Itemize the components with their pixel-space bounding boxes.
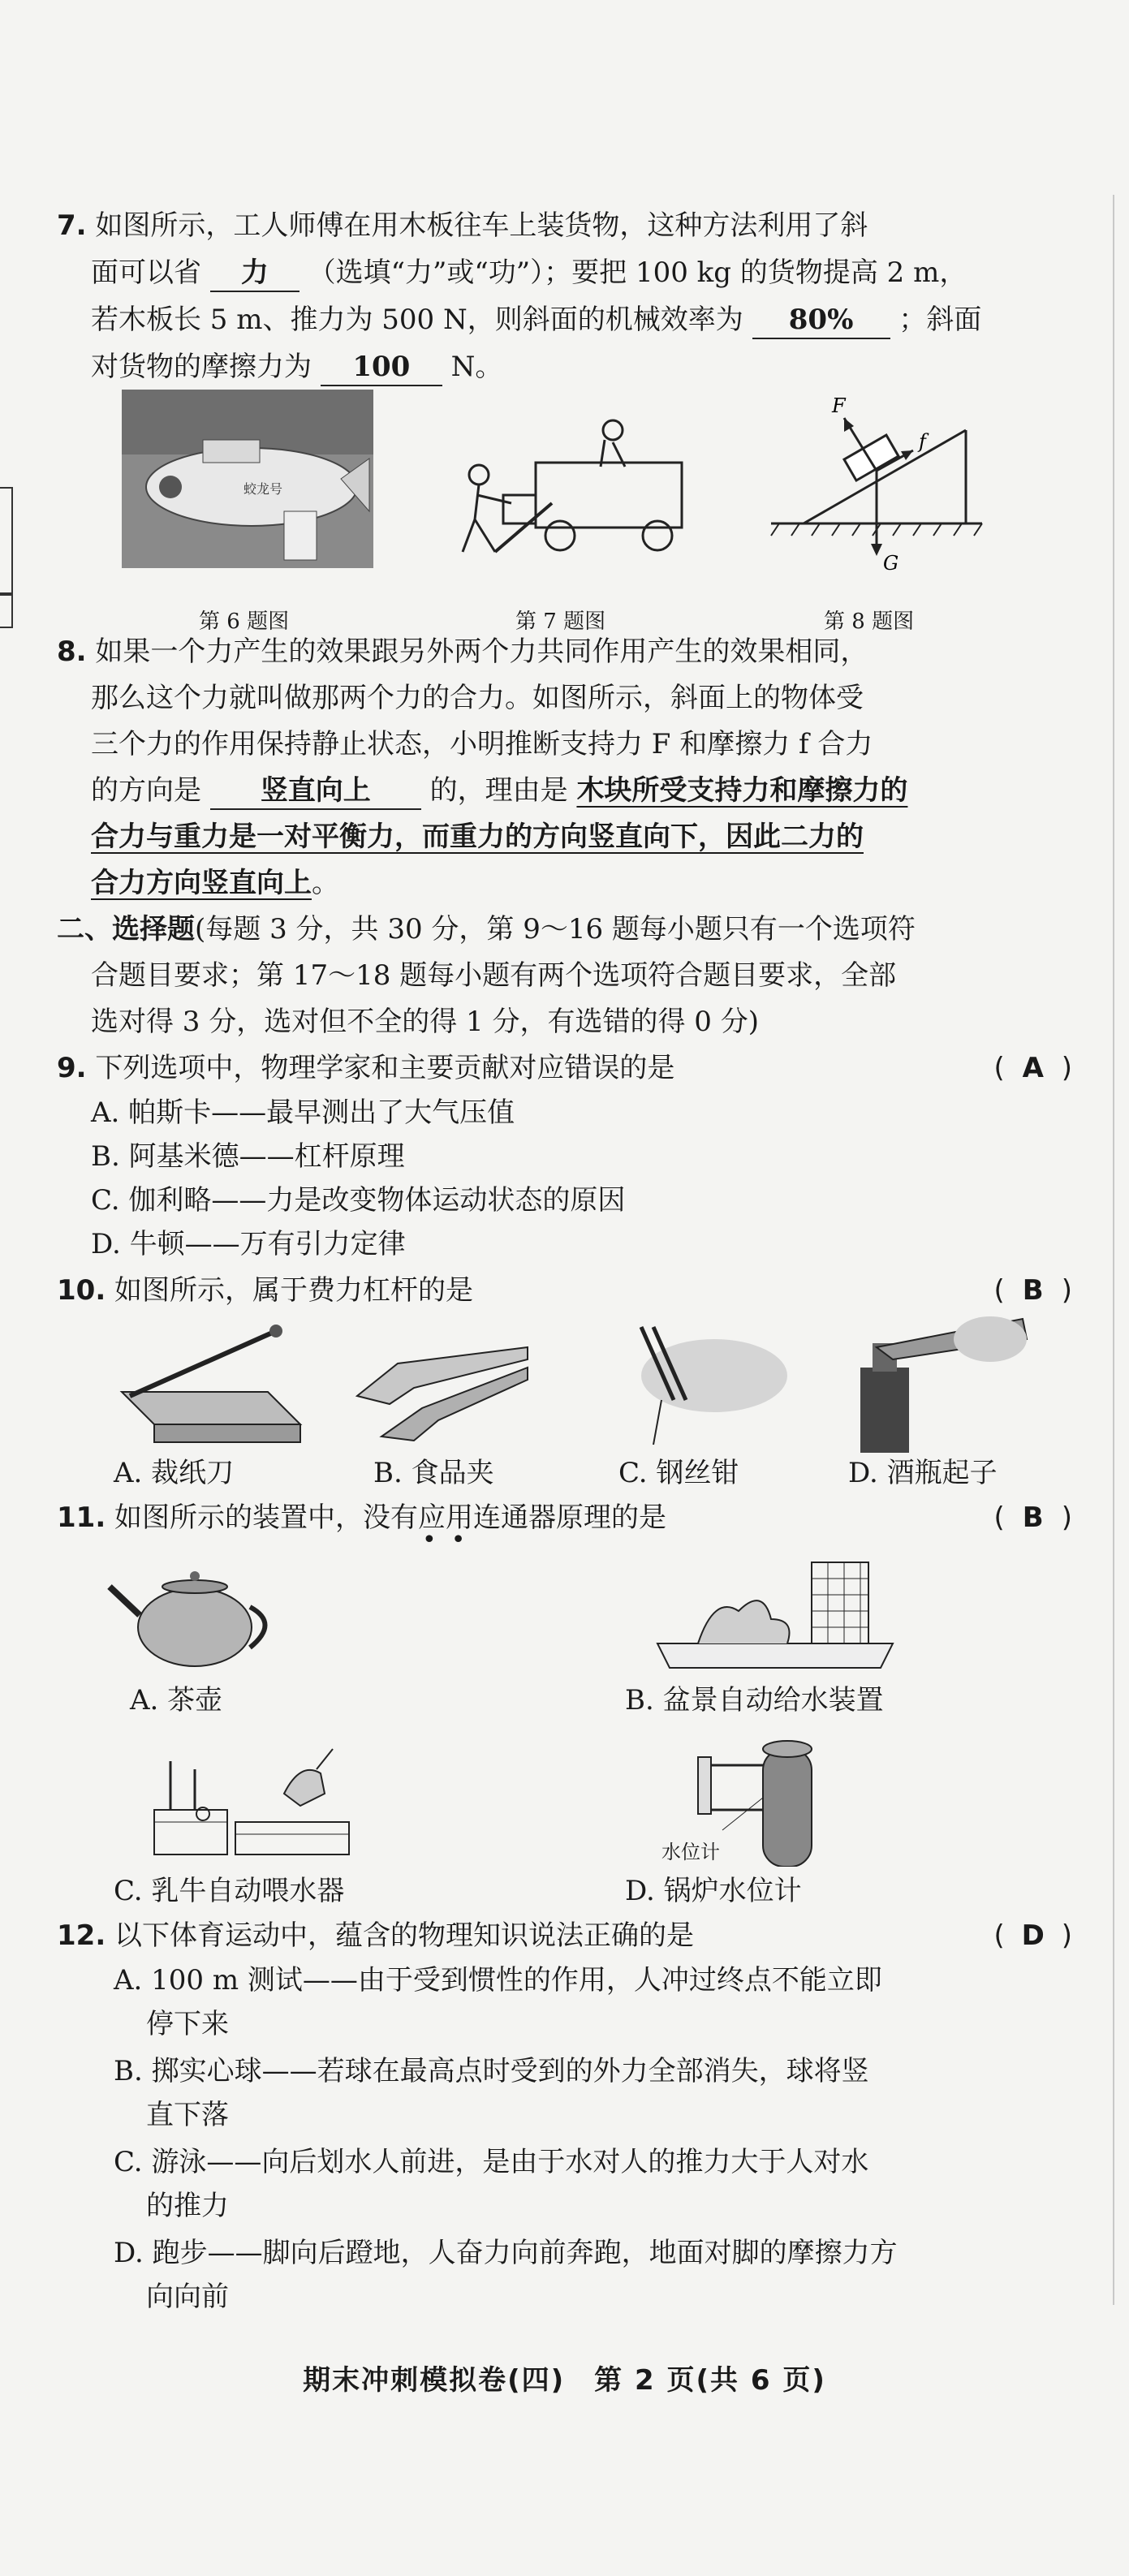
q9-option-a: A. 帕斯卡——最早测出了大气压值 xyxy=(91,1096,515,1129)
svg-text:F: F xyxy=(832,394,846,417)
fig6-submarine-image xyxy=(122,390,373,568)
fig7-loading-cart xyxy=(438,406,698,568)
q8-line-4: 的方向是 竖直向上 的，理由是 木块所受支持力和摩擦力的 xyxy=(91,768,1080,813)
q8-line-1: 8. 如果一个力产生的效果跟另外两个力共同作用产生的效果相同， xyxy=(57,635,868,668)
emphasis-dots: •• xyxy=(422,1526,480,1554)
q10-answer: ( B ) xyxy=(993,1274,1072,1307)
q12-answer: ( D ) xyxy=(993,1919,1072,1952)
teapot-image xyxy=(106,1550,284,1672)
q7-line-2: 面可以省 力 （选填“力”或“功”）；要把 100 kg 的货物提高 2 m， xyxy=(91,250,1080,295)
section2-line-3: 选对得 3 分，选对但不全的得 1 分，有选错的得 0 分) xyxy=(91,1006,760,1038)
q8-line-3: 三个力的作用保持静止状态，小明推断支持力 F 和摩擦力 f 合力 xyxy=(91,728,873,760)
q10-option-c: C. 钢丝钳 xyxy=(618,1457,739,1489)
fig6-label: 蛟龙号 xyxy=(243,481,283,497)
q12-option-d-cont: 向向前 xyxy=(146,2281,229,2313)
q11-stem: 11. 如图所示的装置中，没有应用连通器原理的是 xyxy=(57,1501,667,1534)
q8-line-6: 合力方向竖直向上。 xyxy=(91,867,339,899)
section2-title: 二、选择题 xyxy=(57,913,195,946)
svg-text:G: G xyxy=(883,552,899,575)
q9-stem: 9. 下列选项中，物理学家和主要贡献对应错误的是 xyxy=(57,1052,675,1084)
q7-line-1: 7. 如图所示，工人师傅在用木板往车上装货物，这种方法利用了斜 xyxy=(57,209,868,242)
paper-cutter-image xyxy=(114,1319,308,1449)
q12-option-a-cont: 停下来 xyxy=(146,2008,229,2040)
q11-option-d: D. 锅炉水位计 xyxy=(625,1875,802,1907)
food-tongs-image xyxy=(349,1331,536,1445)
q12-option-d: D. 跑步——脚向后蹬地，人奋力向前奔跑，地面对脚的摩擦力方 xyxy=(114,2237,898,2269)
cow-water-feeder-image xyxy=(146,1745,357,1859)
section2-heading: 二、选择题(每题 3 分，共 30 分，第 9～16 题每小题只有一个选项符 xyxy=(57,913,916,946)
q7-line-4: 对货物的摩擦力为 100 N。 xyxy=(91,344,1080,390)
q10-option-a: A. 裁纸刀 xyxy=(114,1457,235,1489)
q7-blank-1: 力 xyxy=(210,255,299,292)
binding-mark xyxy=(0,592,13,628)
binding-mark xyxy=(0,487,13,596)
q12-option-c: C. 游泳——向后划水人前进，是由于水对人的推力大于人对水 xyxy=(114,2146,869,2178)
fig8-incline-forces xyxy=(763,381,998,576)
fig8-caption: 第 8 题图 xyxy=(824,610,915,634)
page-edge-rule xyxy=(1113,195,1114,2305)
q8-reason-2: 合力与重力是一对平衡力，而重力的方向竖直向下，因此二力的 xyxy=(91,821,864,853)
q9-answer: ( A ) xyxy=(993,1052,1072,1084)
q8-line-2: 那么这个力就叫做那两个力的合力。如图所示，斜面上的物体受 xyxy=(91,682,864,714)
fig7-caption: 第 7 题图 xyxy=(515,610,606,634)
q12-option-a: A. 100 m 测试——由于受到惯性的作用，人冲过终点不能立即 xyxy=(114,1964,882,1997)
wire-pliers-image xyxy=(593,1311,795,1449)
q9-option-c: C. 伽利略——力是改变物体运动状态的原因 xyxy=(91,1184,626,1217)
q8-line-5 xyxy=(91,814,1080,859)
bonsai-water-device-image xyxy=(649,1554,909,1676)
fig6-caption: 第 6 题图 xyxy=(199,610,290,634)
bottle-opener-image xyxy=(844,1311,1031,1453)
q7-blank-2: 80% xyxy=(752,302,890,339)
q7-blank-3: 100 xyxy=(321,349,442,386)
q8-reason-1: 木块所受支持力和摩擦力的 xyxy=(576,774,908,807)
svg-text:f: f xyxy=(919,430,926,453)
q12-option-b: B. 掷实心球——若球在最高点时受到的外力全部消失，球将竖 xyxy=(114,2055,869,2087)
q10-option-b: B. 食品夹 xyxy=(373,1457,494,1489)
q10-option-d: D. 酒瓶起子 xyxy=(848,1457,998,1489)
q12-stem: 12. 以下体育运动中，蕴含的物理知识说法正确的是 xyxy=(57,1919,695,1952)
q12-option-b-cont: 直下落 xyxy=(146,2099,229,2131)
q11-option-c: C. 乳牛自动喂水器 xyxy=(114,1875,345,1907)
q7-line-3: 若木板长 5 m、推力为 500 N，则斜面的机械效率为 80% ；斜面 xyxy=(91,297,1080,342)
q9-option-d: D. 牛顿——万有引力定律 xyxy=(91,1228,406,1260)
q8-reason-3: 合力方向竖直向上 xyxy=(91,867,312,899)
q9-option-b: B. 阿基米德——杠杆原理 xyxy=(91,1140,405,1173)
q11-option-b: B. 盆景自动给水装置 xyxy=(625,1684,884,1717)
page-footer: 期末冲刺模拟卷(四) 第 2 页(共 6 页) xyxy=(303,2364,826,2397)
water-gauge-label: 水位计 xyxy=(661,1841,720,1863)
q11-answer: ( B ) xyxy=(993,1501,1072,1534)
q11-option-a: A. 茶壶 xyxy=(130,1684,223,1717)
q12-option-c-cont: 的推力 xyxy=(146,2190,229,2222)
q10-stem: 10. 如图所示，属于费力杠杆的是 xyxy=(57,1274,474,1307)
q7-number: 7. xyxy=(57,209,87,242)
q8-blank-1: 竖直向上 xyxy=(210,773,421,810)
section2-line-2: 合题目要求；第 17～18 题每小题有两个选项符合题目要求，全部 xyxy=(91,959,897,992)
